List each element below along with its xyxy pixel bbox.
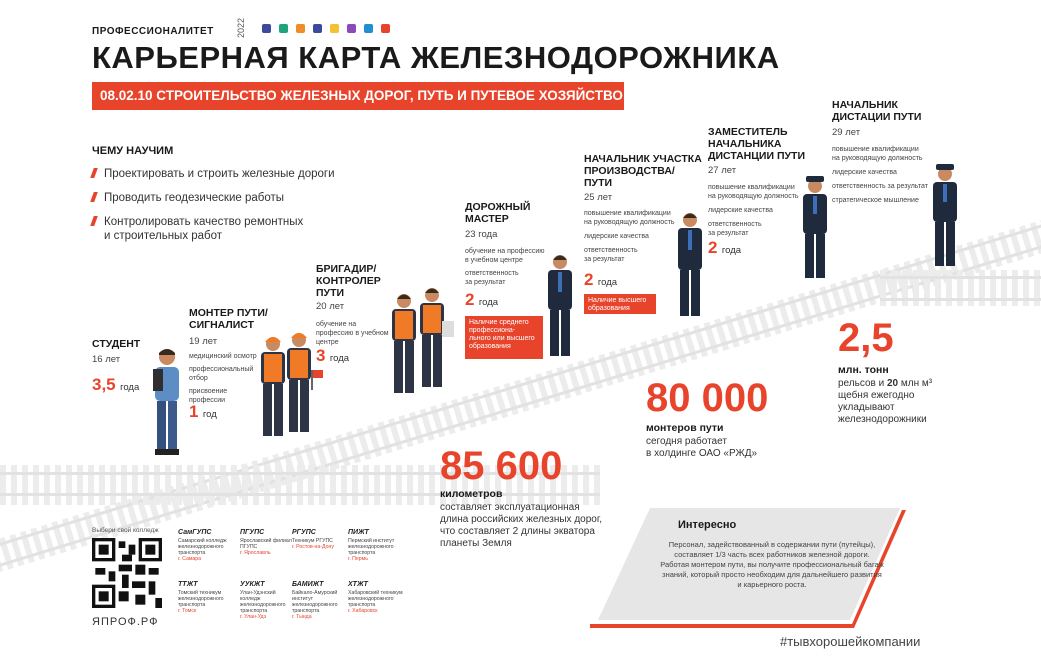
student-age: 16 лет bbox=[92, 354, 121, 365]
monters-unit: монтеров пути bbox=[646, 422, 724, 434]
student-figure bbox=[145, 345, 190, 460]
learn-item-text: Проектировать и строить железные дороги bbox=[104, 168, 335, 180]
qr-code-icon[interactable] bbox=[92, 538, 162, 608]
student-duration: 3,5 года bbox=[92, 375, 140, 394]
tons-desc: рельсов и 20 млн м³ щебня ежегодно укладывают железнодорожники bbox=[838, 378, 933, 425]
section-chief-requirement-box: Наличие высшего образования bbox=[584, 294, 656, 314]
master-title: ДОРОЖНЫЙ МАСТЕР bbox=[465, 201, 531, 225]
deputy-title: ЗАМЕСТИТЕЛЬ НАЧАЛЬНИКА ДИСТАНЦИИ ПУТИ bbox=[708, 126, 805, 162]
monter-title: МОНТЕР ПУТИ/ СИГНАЛИСТ bbox=[189, 307, 268, 331]
monters-number: 80 000 bbox=[646, 376, 769, 420]
college-card[interactable]: ПГУПС Ярославский филиал ПГУПС г. Ярославль bbox=[240, 529, 292, 556]
learn-heading: ЧЕМУ НАУЧИМ bbox=[92, 145, 174, 157]
learn-item-text: Контролировать качество ремонтных bbox=[104, 216, 304, 228]
info-text: Персонал, задействованный в содержании пути (путейцы), составляет 1/3 часть всех работников железной дороги. Работая монтером пути, вы получите профессиональный багаж знаний, который просто необходим для дальнейшего развития и карьерного роста. bbox=[660, 540, 884, 589]
info-title: Интересно bbox=[678, 519, 737, 531]
km-unit: километров bbox=[440, 488, 503, 500]
km-desc: составляет эксплуатационная длина российских железных дорог, что составляет 2 длины экватора планеты Земля bbox=[440, 502, 603, 549]
brigadir-title: БРИГАДИР/ КОНТРОЛЕР ПУТИ bbox=[316, 263, 381, 299]
master-requirement-box: Наличие среднего профессиона- льного или высшего образования bbox=[465, 316, 543, 359]
chief-notes: повышение квалификации на руководящую должность лидерские качества ответственность за результат стратегическое мышление bbox=[832, 146, 928, 204]
tons-unit: млн. тонн bbox=[838, 364, 889, 376]
brigadir-age: 20 лет bbox=[316, 301, 345, 312]
choose-college-label: Выбери свой колледж bbox=[92, 527, 159, 534]
master-figure bbox=[540, 250, 580, 360]
brigadir-notes: обучение на профессию в учебном центре bbox=[316, 321, 389, 346]
year-label: 2022 bbox=[236, 17, 246, 38]
section-chief-notes: повышение квалификации на руководящую должность лидерские качества ответственность за результат bbox=[584, 210, 675, 263]
master-notes: обучение на профессию в учебном центре ответственность за результат bbox=[465, 248, 545, 286]
specialty-banner: 08.02.10 СТРОИТЕЛЬСТВО ЖЕЛЕЗНЫХ ДОРОГ, ПУТЬ И ПУТЕВОЕ ХОЗЯЙСТВО bbox=[92, 82, 624, 110]
site-link[interactable]: ЯПРОФ.РФ bbox=[92, 616, 159, 628]
learn-item-text: Проводить геодезические работы bbox=[104, 192, 285, 204]
college-card[interactable]: РГУПС Техникум РГУПС г. Ростов-на-Дону bbox=[292, 529, 334, 550]
brand-label: ПРОФЕССИОНАЛИТЕТ bbox=[92, 26, 214, 37]
deputy-notes: повышение квалификации на руководящую должность лидерские качества ответственность за результат bbox=[708, 184, 799, 237]
master-duration: 2 года bbox=[465, 290, 499, 309]
deputy-age: 27 лет bbox=[708, 165, 737, 176]
brigadier-figures bbox=[388, 285, 458, 400]
monters-desc: сегодня работает в холдинге ОАО «РЖД» bbox=[646, 436, 758, 459]
monter-age: 19 лет bbox=[189, 336, 218, 347]
college-card[interactable]: СамГУПС Самарский колледж железнодорожного транспорта г. Самара bbox=[178, 529, 227, 562]
km-number: 85 600 bbox=[440, 444, 563, 488]
learn-item-text: и строительных работ bbox=[104, 230, 223, 242]
college-card[interactable]: УУКЖТ Улан-Удэнский колледж железнодорожного транспорта г. Улан-Удэ bbox=[240, 581, 286, 620]
page-title: КАРЬЕРНАЯ КАРТА ЖЕЛЕЗНОДОРОЖНИКА bbox=[92, 40, 780, 75]
section-chief-age: 25 лет bbox=[584, 192, 613, 203]
hashtag-tagline: #тывхорошейкомпании bbox=[780, 634, 921, 649]
chief-title: НАЧАЛЬНИК ДИСТАЦИИ ПУТИ bbox=[832, 99, 922, 123]
college-card[interactable]: БАМИЖТ Байкало-Амурский институт железнодорожного транспорта г. Тында bbox=[292, 581, 338, 620]
master-age: 23 года bbox=[465, 229, 498, 240]
section-chief-title: НАЧАЛЬНИК УЧАСТКА ПРОИЗВОДСТВА/ ПУТИ bbox=[584, 153, 702, 189]
college-card[interactable]: ПИЖТ Пермский институт железнодорожного транспорта г. Пермь bbox=[348, 529, 395, 562]
student-title: СТУДЕНТ bbox=[92, 338, 141, 350]
tons-number: 2,5 bbox=[838, 316, 894, 360]
deputy-duration: 2 года bbox=[708, 238, 742, 257]
chief-age: 29 лет bbox=[832, 127, 861, 138]
monter-notes: медицинский осмотр профессиональный отбор присвоение профессии bbox=[189, 353, 257, 404]
college-card[interactable]: ХТЖТ Хабаровский техникум железнодорожного транспорта г. Хабаровск bbox=[348, 581, 403, 614]
monter-duration: 1 год bbox=[189, 402, 217, 421]
college-card[interactable]: ТТЖТ Томский техникум железнодорожного транспорта г. Томск bbox=[178, 581, 224, 614]
brigadir-duration: 3 года bbox=[316, 346, 350, 365]
section-chief-duration: 2 года bbox=[584, 270, 618, 289]
